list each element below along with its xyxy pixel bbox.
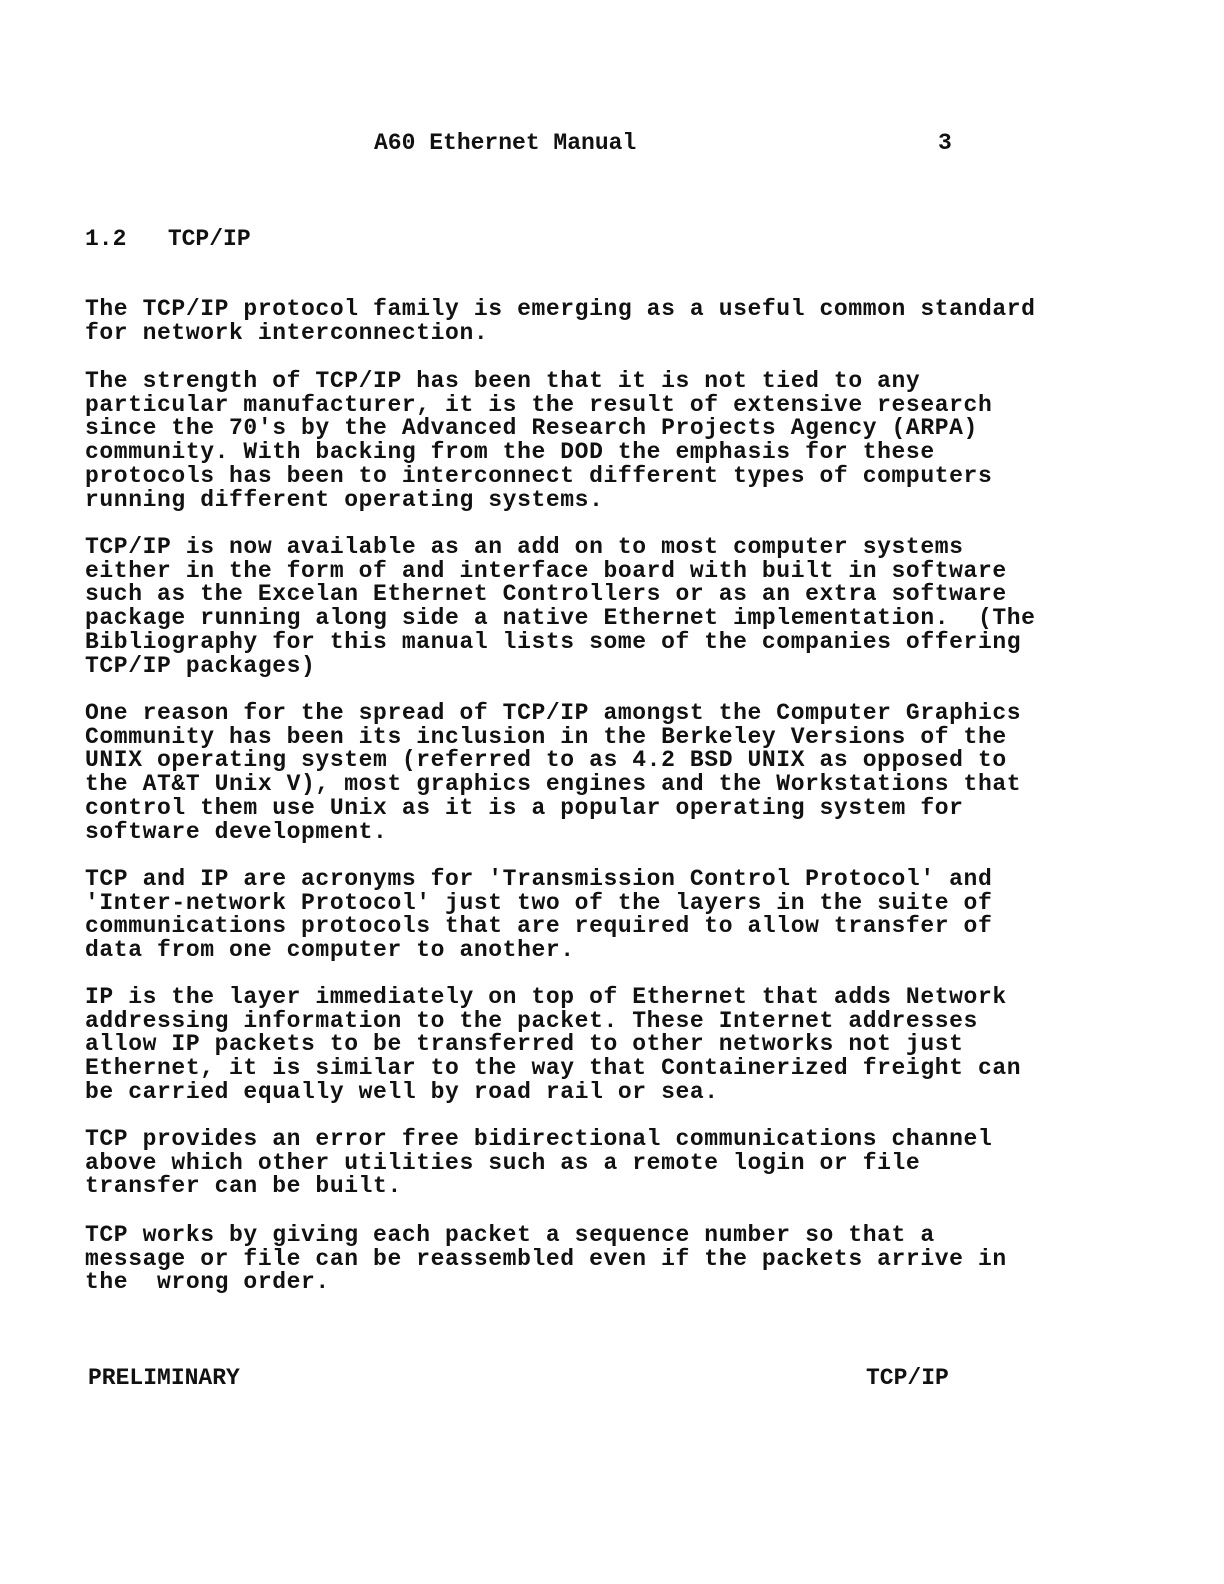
paragraph-acronyms: TCP and IP are acronyms for 'Transmission Control Protocol' and 'Inter-network Protocol' just two of the layers in the suite of communications protocols that are required to allow transfer of data from one computer to another. xyxy=(85,866,993,964)
paragraph-tcp-channel: TCP provides an error free bidirectional communications channel above which other utilities such as a remote login or file transfer can be built. xyxy=(85,1126,993,1200)
paragraph-availability: TCP/IP is now available as an add on to most computer systems either in the form of and interface board with built in software such as the Excelan Ethernet Controllers or as an extra software package running along side a native Ethernet implementation. (The Bibliography for this manual lists some of the companies offering TCP/IP packages) xyxy=(85,534,1036,679)
footer-status: PRELIMINARY xyxy=(88,1365,240,1391)
page-number: 3 xyxy=(938,130,952,156)
paragraph-spread: One reason for the spread of TCP/IP amongst the Computer Graphics Community has been its inclusion in the Berkeley Versions of the UNIX operating system (referred to as 4.2 BSD UNIX as opposed to the AT&T Unix V), most graphics engines and the Workstations that control them use Unix as it is a popular operating system for software development. xyxy=(85,700,1022,845)
paragraph-ip-layer: IP is the layer immediately on top of Ethernet that adds Network addressing information to the packet. These Internet addresses allow IP packets to be transferred to other networks not just Ethernet, it is similar to the way that Containerized freight can be carried equally well by road rail or sea. xyxy=(85,984,1022,1105)
header-title: A60 Ethernet Manual xyxy=(374,130,637,156)
section-heading: 1.2 TCP/IP xyxy=(85,226,251,252)
footer-section: TCP/IP xyxy=(866,1365,949,1391)
paragraph-tcp-sequence: TCP works by giving each packet a sequence number so that a message or file can be reassembled even if the packets arrive in the wrong order. xyxy=(85,1222,1007,1296)
paragraph-strength: The strength of TCP/IP has been that it is not tied to any particular manufacturer, it is the result of extensive research since the 70's by the Advanced Research Projects Agency (ARPA) community. With backing from the DOD the emphasis for these protocols has been to interconnect different types of computers running different operating systems. xyxy=(85,368,993,513)
paragraph-intro: The TCP/IP protocol family is emerging as a useful common standard for network interconnection. xyxy=(85,296,1036,346)
